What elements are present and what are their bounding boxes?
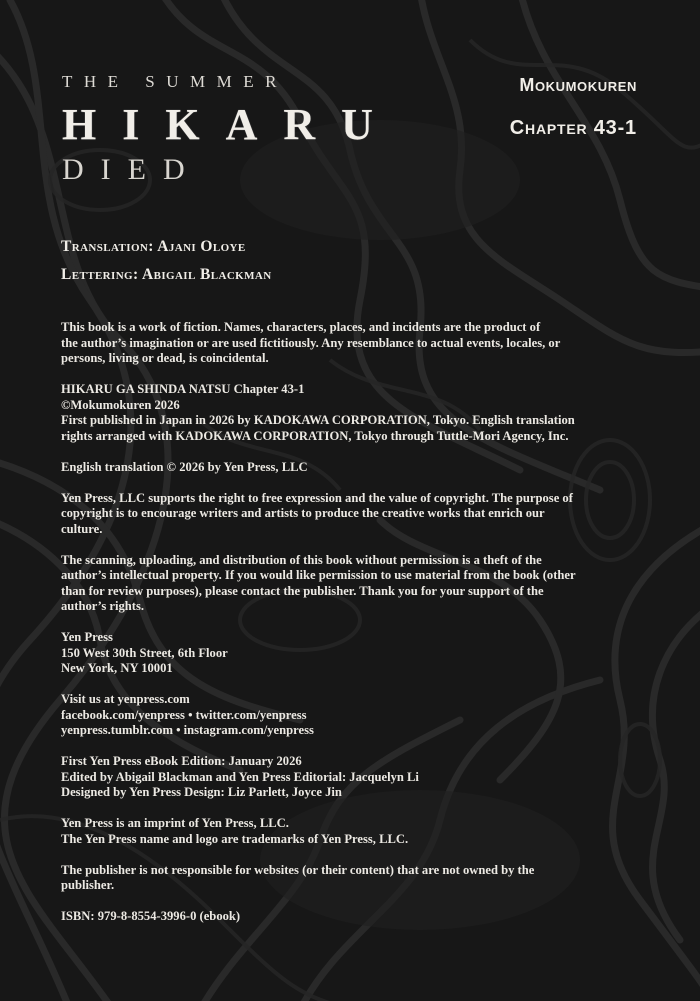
logo-title-bottom: DIED [62, 153, 202, 186]
text-line: This book is a work of fiction. Names, characters, places, and incidents are the product of [61, 320, 541, 334]
text-line: facebook.com/yenpress • twitter.com/yenpress [61, 707, 307, 722]
legal-text [61, 320, 641, 940]
text-line: yenpress.tumblr.com • instagram.com/yenpress [61, 723, 314, 737]
author-name: Mokumokuren [519, 75, 637, 95]
text-line: ©Mokumokuren 2026 [61, 397, 180, 412]
logo-title-main: HIKARU [62, 100, 399, 149]
text-line: First published in Japan in 2026 by KADOKAWA CORPORATION, Tokyo. English translation [61, 413, 575, 427]
text-line: English translation © 2026 by Yen Press, LLC [61, 459, 308, 474]
text-line: The publisher is not responsible for websites (or their content) that are not owned by the [61, 862, 535, 877]
translation-copyright [61, 460, 641, 476]
text-line: the author’s imagination or are used fictitiously. Any resemblance to actual events, locales, or [61, 335, 561, 350]
text-line: The scanning, uploading, and distribution of this book without permission is a theft of the [61, 552, 542, 567]
text-line: New York, NY 10001 [61, 661, 173, 675]
original-rights [61, 382, 641, 444]
text-line: copyright is to encourage writers and artists to produce the creative works that enrich our [61, 506, 545, 520]
expression-statement [61, 491, 641, 538]
series-logo [62, 72, 399, 188]
staff-credits [61, 233, 272, 289]
text-line: Edited by Abigail Blackman and Yen Press Editorial: Jacquelyn Li [61, 769, 419, 784]
translation-credit: Translation: Ajani Oloye [61, 238, 246, 255]
text-line: persons, living or dead, is coincidental. [61, 351, 269, 365]
text-line: Yen Press is an imprint of Yen Press, LLC. [61, 816, 289, 830]
author-chapter-block [510, 74, 637, 140]
edition-info [61, 754, 641, 801]
lettering-credit: Lettering: Abigail Blackman [61, 266, 272, 283]
text-line: Visit us at yenpress.com [61, 692, 190, 706]
logo-title-top: THE SUMMER [62, 72, 288, 91]
text-line: author’s rights. [61, 599, 145, 613]
website-disclaimer [61, 863, 641, 894]
text-line: culture. [61, 521, 103, 536]
fiction-notice [61, 320, 641, 367]
publisher-address [61, 630, 641, 677]
text-line: Yen Press, LLC supports the right to free expression and the value of copyright. The purpose of [61, 490, 573, 505]
text-line: HIKARU GA SHINDA NATSU Chapter 43-1 [61, 382, 305, 396]
publisher-links [61, 692, 641, 739]
text-line: Designed by Yen Press Design: Liz Parlett, Joyce Jin [61, 785, 342, 799]
text-line: rights arranged with KADOKAWA CORPORATION, Tokyo through Tuttle-Mori Agency, Inc. [61, 428, 569, 443]
text-line: Yen Press [61, 630, 113, 644]
text-line: The Yen Press name and logo are trademarks of Yen Press, LLC. [61, 831, 409, 846]
isbn [61, 909, 641, 925]
text-line: ISBN: 979-8-8554-3996-0 (ebook) [61, 909, 241, 923]
text-line: First Yen Press eBook Edition: January 2026 [61, 754, 302, 768]
piracy-notice [61, 553, 641, 615]
trademark-notice [61, 816, 641, 847]
text-line: publisher. [61, 878, 115, 892]
text-line: 150 West 30th Street, 6th Floor [61, 645, 228, 660]
text-line: author’s intellectual property. If you would like permission to use material from the book (other [61, 568, 576, 582]
chapter-label: Chapter 43-1 [509, 117, 637, 139]
text-line: than for review purposes), please contact the publisher. Thank you for your support of the [61, 583, 544, 598]
